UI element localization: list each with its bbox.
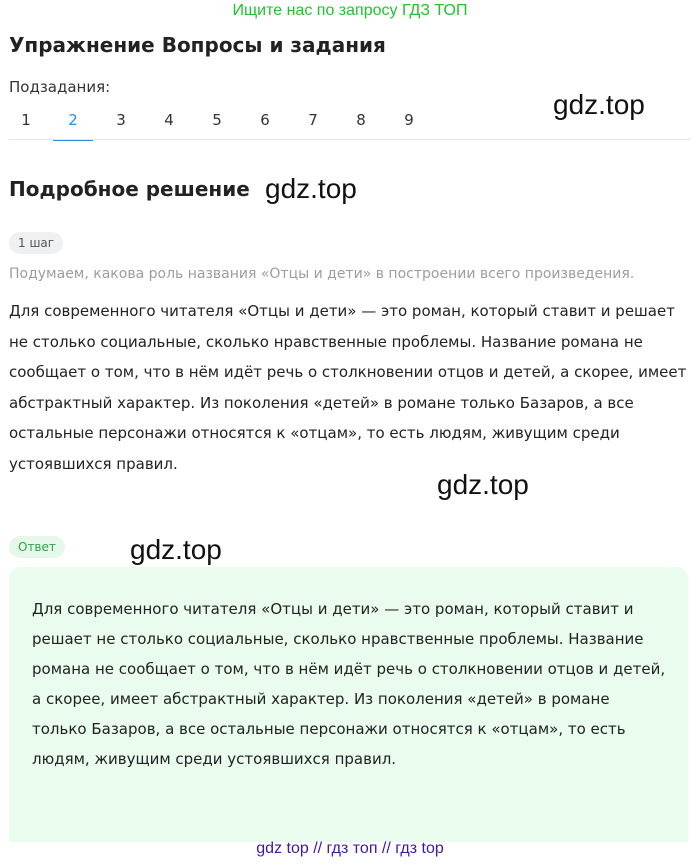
subtasks-divider [9,139,691,140]
subtask-tab-2[interactable]: 2 [53,104,93,140]
solution-title: Подробное решение [9,177,250,201]
watermark: gdz.top [437,469,529,500]
watermark: gdz.top [553,89,645,120]
subtask-tab-5[interactable]: 5 [212,111,222,129]
solution-text: Для современного читателя «Отцы и дети» — это роман, который ставит и решает не столько социальные, сколько нравственные проблемы. Название романа не сообщает о том, что в нём идёт речь о столкновении отцов и детей, а скорее, имеет абстрактный характер. Из поколения «детей» в романе только Базаров, а все остальные персонажи относятся к «отцам», то есть людям, живущим среди устоявшихся правил. [9,302,687,473]
subtask-tab-7[interactable]: 7 [308,111,318,129]
subtask-tab-9[interactable]: 9 [404,111,414,129]
subtask-tab-8[interactable]: 8 [356,111,366,129]
search-banner: Ищите нас по запросу ГДЗ ТОП [232,2,468,19]
subtask-tab-3[interactable]: 3 [116,111,126,129]
solution-hint: Подумаем, какова роль названия «Отцы и дети» в построении всего произведения. [9,266,635,282]
footer-links: gdz top // гдз топ // гдз top [256,840,444,857]
subtasks-label: Подзадания: [9,78,111,96]
subtask-tab-4[interactable]: 4 [164,111,174,129]
watermark: gdz.top [130,534,222,565]
step-badge: 1 шаг [9,232,63,254]
subtask-tab-6[interactable]: 6 [260,111,270,129]
watermark: gdz.top [265,173,357,204]
answer-badge: Ответ [9,536,65,558]
exercise-title: Упражнение Вопросы и задания [9,33,386,57]
subtask-tab-1[interactable]: 1 [21,111,31,129]
answer-box [9,567,688,842]
answer-text: Для современного читателя «Отцы и дети» — это роман, который ставит и решает не столько социальные, сколько нравственные проблемы. Название романа не сообщает о том, что в нём идёт речь о столкновении отцов и детей, а скорее, имеет абстрактный характер. Из поколения «детей» в романе только Базаров, а все остальные персонажи относятся к «отцам», то есть людям, живущим среди устоявшихся правил. [32,600,666,768]
